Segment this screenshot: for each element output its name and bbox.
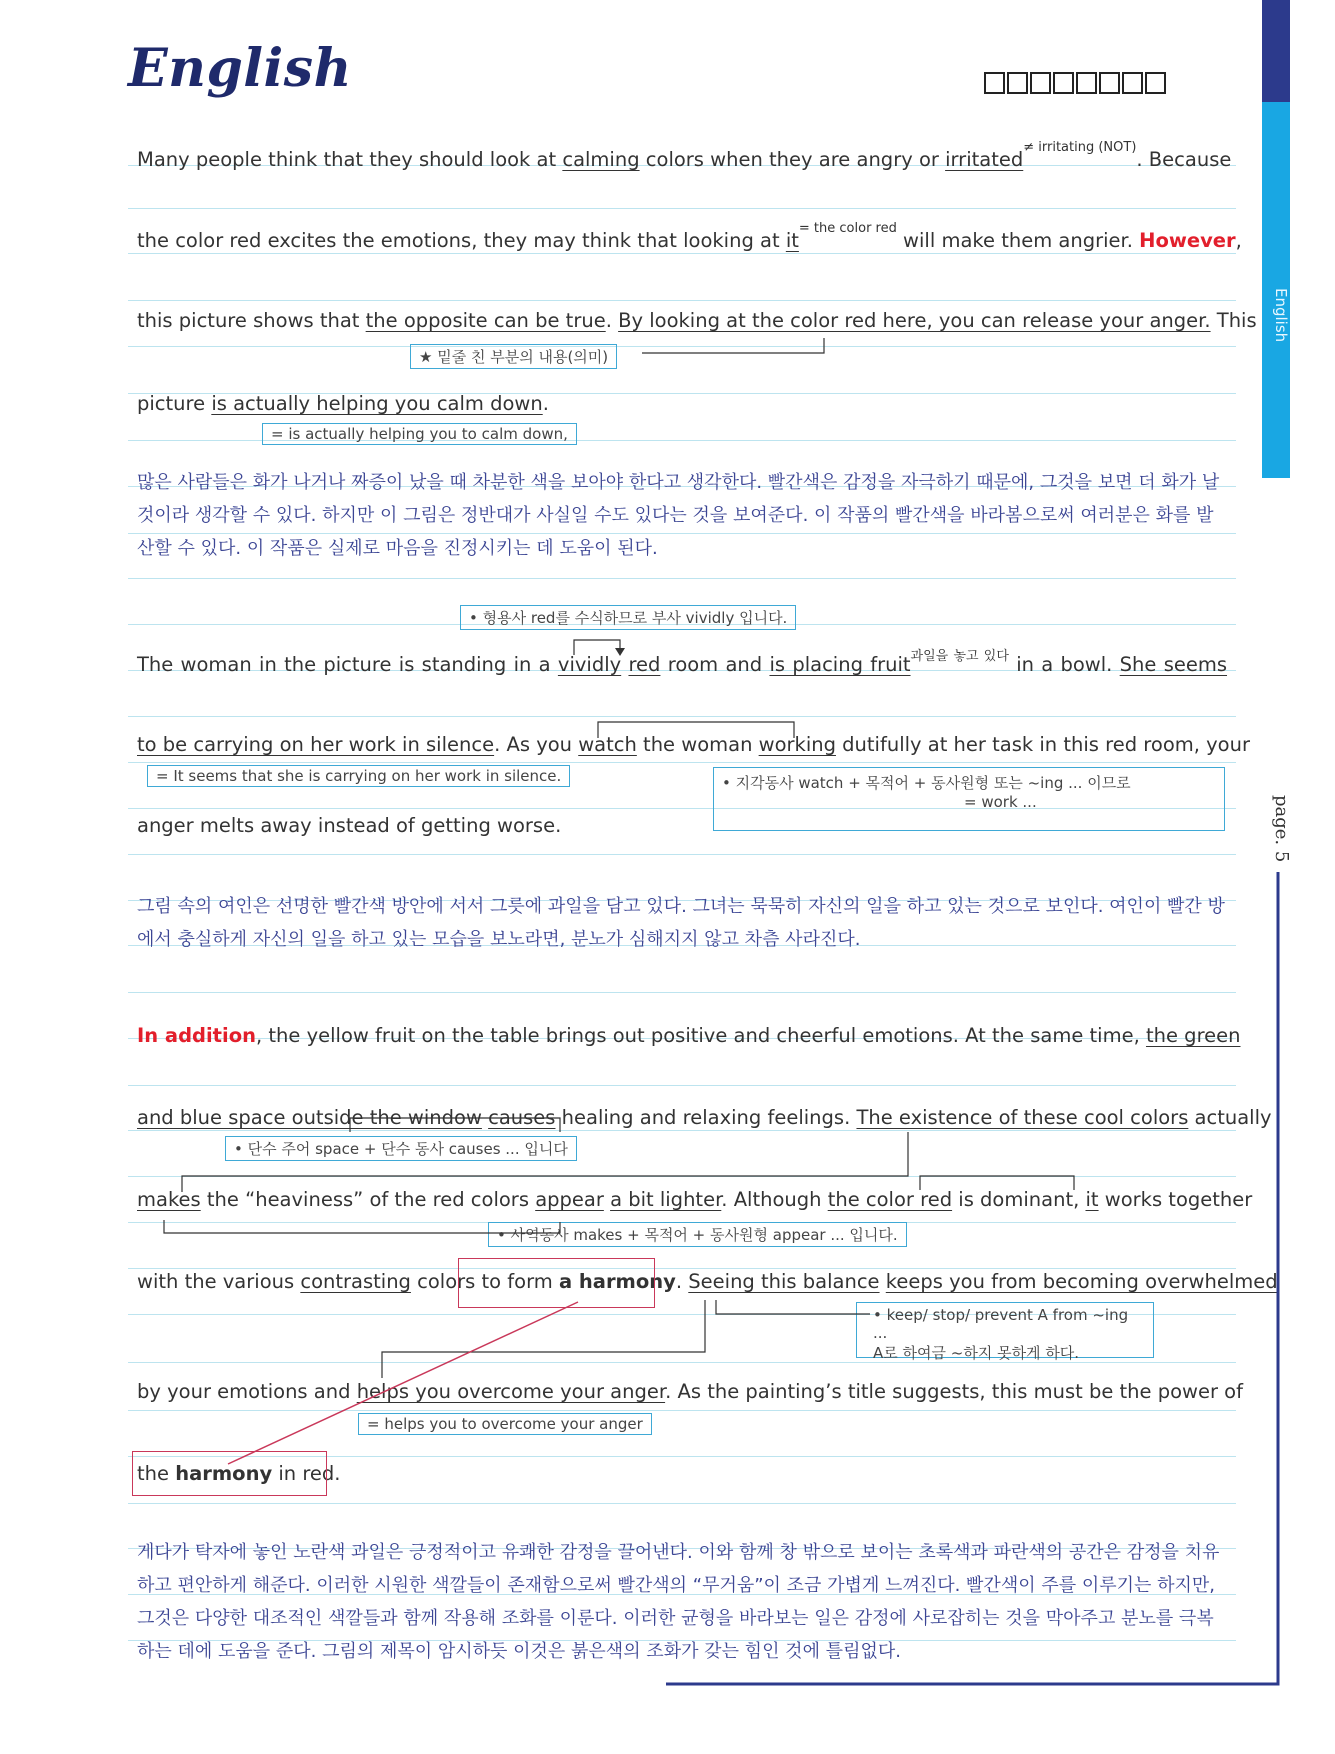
- harmony-link-line: [228, 1302, 578, 1464]
- underlined-text: the opposite can be true: [365, 309, 606, 332]
- underlined-text: She seems: [1119, 653, 1228, 676]
- bold-text: harmony: [175, 1462, 273, 1485]
- note-line: • keep/ stop/ prevent A from ~ing ...: [873, 1306, 1129, 1342]
- underlined-text: watch: [578, 733, 637, 756]
- text: the “heaviness” of the red colors: [200, 1188, 536, 1211]
- text: this picture shows that: [137, 309, 366, 332]
- note-causative: • 사역동사 makes + 목적어 + 동사원형 appear ... 입니다.: [488, 1222, 907, 1247]
- sidebar-label: English: [1272, 287, 1290, 343]
- underlined-text: contrasting: [300, 1270, 411, 1293]
- underlined-text: appear: [535, 1188, 604, 1211]
- underlined-text: calming: [562, 148, 640, 171]
- underlined-text: is actually helping you calm down: [211, 392, 543, 415]
- text: This: [1210, 309, 1257, 332]
- text: to form: [475, 1270, 559, 1293]
- text: , the yellow fruit on the table brings out positive and cheerful emotions. At the same time,: [255, 1024, 1146, 1047]
- p2-line3: anger melts away instead of getting worse.: [137, 814, 562, 837]
- note-line: • 지각동사 watch + 목적어 + 동사원형 또는 ~ing ... 이므로: [722, 774, 1131, 792]
- connector-line: [920, 1176, 1074, 1190]
- connector-line: [598, 722, 794, 738]
- note-seems: = It seems that she is carrying on her work in silence.: [147, 765, 570, 787]
- underlined-text: working: [758, 733, 836, 756]
- underlined-text: Seeing this balance: [688, 1270, 880, 1293]
- annotation-sup: ≠ irritating (NOT): [1023, 140, 1137, 155]
- connector-line: [164, 1220, 560, 1233]
- note-helps: = helps you to overcome your anger: [358, 1413, 652, 1435]
- text: the color red excites the emotions, they may think that looking at: [137, 229, 786, 252]
- text: colors when they are angry or: [639, 148, 946, 171]
- text: . As you: [494, 733, 579, 756]
- text: actually: [1188, 1106, 1272, 1129]
- annotation-sup: = the color red: [798, 221, 897, 236]
- connector-line: [716, 1300, 870, 1314]
- underlined-text: and blue space outside the window: [137, 1106, 482, 1129]
- note-subject-verb: • 단수 주어 space + 단수 동사 causes ... 입니다: [225, 1136, 577, 1161]
- note-adverb: • 형용사 red를 수식하므로 부사 vividly 입니다.: [460, 605, 796, 630]
- text: .: [675, 1270, 689, 1293]
- text: with the various: [137, 1270, 301, 1293]
- p2-translation: 그림 속의 여인은 선명한 빨간색 방안에 서서 그릇에 과일을 담고 있다. 그녀는 묵묵히 자신의 일을 하고 있는 것으로 보인다. 여인이 빨간 방에서 충실하게 자신의 일을 하고 있는 모습을 보노라면, 분노가 심해지지 않고 차츰 사라진다.: [137, 896, 1225, 950]
- text: works together: [1098, 1188, 1253, 1211]
- text: room and: [660, 653, 770, 676]
- text: . Although: [721, 1188, 828, 1211]
- underlined-text: the green: [1145, 1024, 1241, 1047]
- text: the: [137, 1462, 176, 1485]
- connector-line: [382, 1300, 705, 1378]
- underlined-text: the color red: [827, 1188, 953, 1211]
- underlined-text: The existence of these cool colors: [856, 1106, 1189, 1129]
- underlined-text: it: [785, 229, 799, 252]
- note-meaning: ★ 밑줄 친 부분의 내용(의미): [410, 344, 617, 369]
- underlined-text: keeps you from becoming overwhelmed: [885, 1270, 1278, 1293]
- connector-line: [182, 1132, 908, 1192]
- annotation-sup: 과일을 놓고 있다: [910, 649, 1009, 664]
- connector-line: [350, 1118, 560, 1132]
- text: . Because: [1136, 148, 1232, 171]
- underlined-text: By looking at the color red here, you can release your anger.: [618, 309, 1211, 332]
- text: . As the painting’s title suggests, this must be the power of: [665, 1380, 1243, 1403]
- text: The woman in the picture is standing in a: [137, 653, 558, 676]
- underlined-text: makes: [137, 1188, 201, 1211]
- highlight-word: However: [1139, 229, 1236, 252]
- text: Many people think that they should look at: [137, 148, 563, 171]
- note-line: A로 하여금 ~하지 못하게 하다.: [873, 1344, 1080, 1362]
- page-title: English: [128, 38, 352, 99]
- text: in a bowl.: [1008, 653, 1120, 676]
- text: ,: [1235, 229, 1242, 252]
- underlined-text: a bit lighter: [610, 1188, 722, 1211]
- text: .: [605, 309, 619, 332]
- text: will make them angrier.: [896, 229, 1140, 252]
- underlined-text: helps you overcome your anger: [356, 1380, 666, 1403]
- p3-translation: 게다가 탁자에 놓인 노란색 과일은 긍정적이고 유쾌한 감정을 끌어낸다. 이와 함께 창 밖으로 보이는 초록색과 파란색의 공간은 감정을 치유하고 편안하게 해준다. 이러한 시원한 색깔들이 존재함으로써 빨간색의 “무거움”이 조금 가볍게 느껴진다. 빨간색이 주를 이루기는 하지만, 그것은 다양한 대조적인 색깔들과 함께 작용해 조화를 이룬다. 이러한 균형을 바라보는 일은 감정에 사로잡히는 것을 막아주고 분노를 극복하는 데에 도움을 준다. 그림의 제목이 암시하듯 이것은 붉은색의 조화가 갖는 힘인 것에 틀림없다.: [137, 1542, 1220, 1662]
- connector-line: [642, 338, 824, 353]
- text: by your emotions and: [137, 1380, 357, 1403]
- text: is dominant,: [952, 1188, 1086, 1211]
- text: .: [542, 392, 549, 415]
- connector-line: [574, 640, 620, 655]
- underlined-text: vividly: [557, 653, 622, 676]
- text: the woman: [636, 733, 759, 756]
- underlined-text: irritated: [945, 148, 1024, 171]
- text: picture: [137, 392, 212, 415]
- note-line: = work ...: [964, 793, 1037, 811]
- page-number: page. 5: [1271, 795, 1292, 863]
- text: healing and relaxing feelings.: [555, 1106, 857, 1129]
- text: in red.: [272, 1462, 341, 1485]
- bold-text: a harmony: [558, 1270, 676, 1293]
- note-calm-down: = is actually helping you to calm down,: [262, 423, 577, 445]
- underlined-text: it: [1085, 1188, 1099, 1211]
- underlined-text: is placing fruit: [769, 653, 911, 676]
- underlined-text: causes: [488, 1106, 556, 1129]
- text: dutifully at her task in this red room, your: [835, 733, 1250, 756]
- highlight-word: In addition: [137, 1024, 256, 1047]
- p1-translation: 많은 사람들은 화가 나거나 짜증이 났을 때 차분한 색을 보아야 한다고 생각한다. 빨간색은 감정을 자극하기 때문에, 그것을 보면 더 화가 날 것이라 생각할 수 있다. 하지만 이 그림은 정반대가 사실일 수도 있다는 것을 보여준다. 이 작품의 빨간색을 바라봄으로써 여러분은 화를 발산할 수 있다. 이 작품은 실제로 마음을 진정시키는 데 도움이 된다.: [137, 472, 1220, 559]
- underlined-text: red: [628, 653, 661, 676]
- underlined-text: to be carrying on her work in silence: [137, 733, 495, 756]
- text: colors: [410, 1270, 476, 1293]
- page-frame-line: [666, 872, 1278, 1684]
- arrow-head: [615, 648, 625, 656]
